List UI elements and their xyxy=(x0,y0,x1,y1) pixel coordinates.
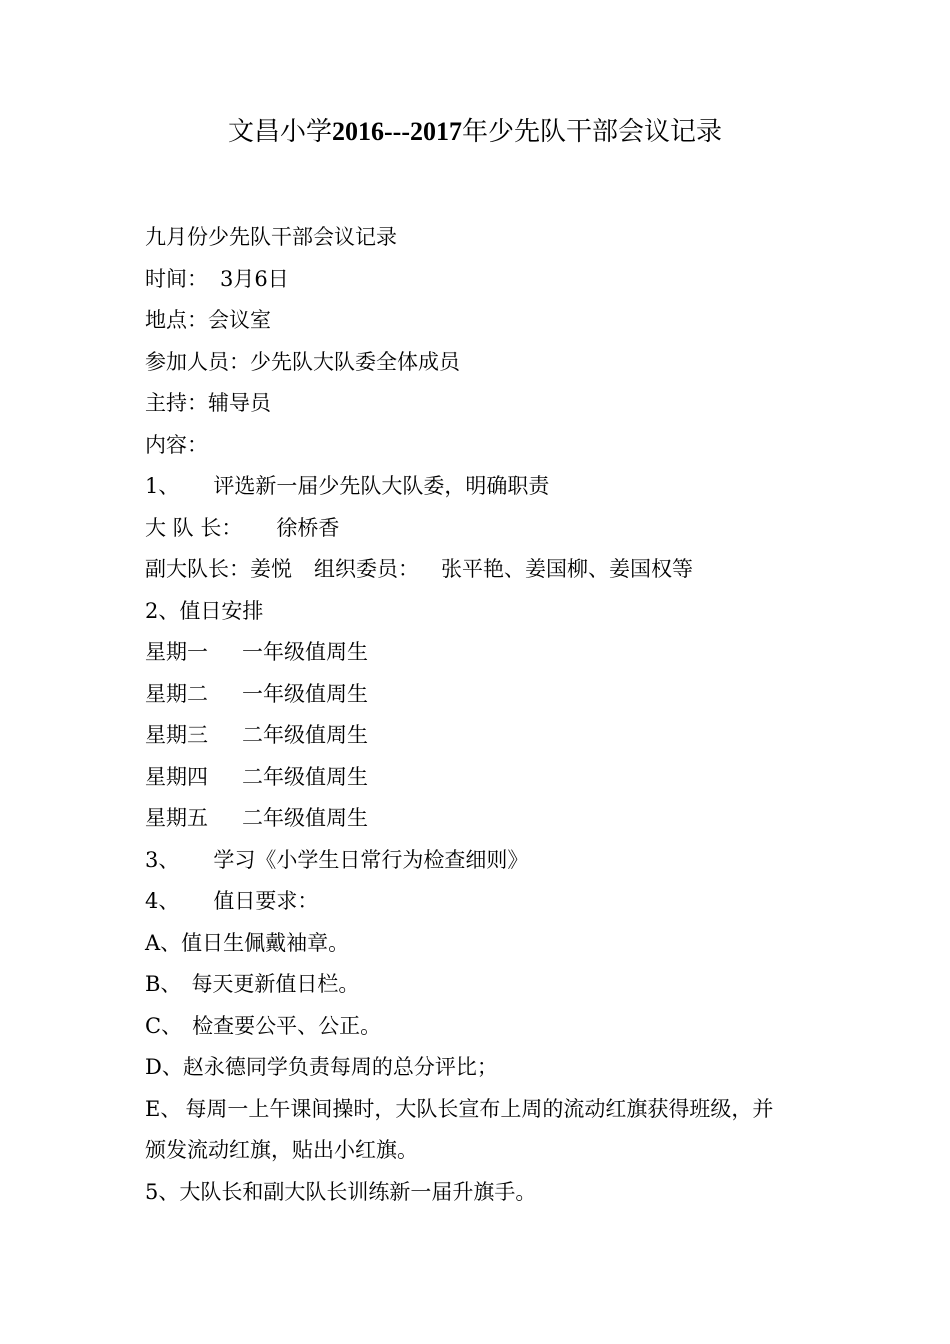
document-body xyxy=(145,217,825,1213)
schedule-day: 星期三 xyxy=(145,723,208,747)
time-value: 3月6日 xyxy=(220,266,289,291)
document-title xyxy=(0,114,950,150)
meeting-host: 主持：辅导员 xyxy=(145,391,271,415)
title-suffix: 年少先队干部会议记录 xyxy=(461,117,722,147)
captain-name: 徐桥香 xyxy=(276,515,340,540)
time-label: 时间： xyxy=(145,266,208,291)
schedule-day: 星期五 xyxy=(145,806,208,830)
vice-line xyxy=(145,549,825,591)
schedule-duty: 一年级值周生 xyxy=(242,681,368,706)
item-1-number: 1、 xyxy=(145,474,180,498)
item-5: 5、大队长和副大队长训练新一届升旗手。 xyxy=(145,1179,537,1204)
meeting-heading: 九月份少先队干部会议记录 xyxy=(145,225,397,249)
captain-line xyxy=(145,508,825,550)
meeting-place: 地点：会议室 xyxy=(145,308,271,332)
requirement-e xyxy=(145,1089,825,1131)
organizer-names: 张平艳、姜国柳、姜国权等 xyxy=(441,557,693,581)
item-3-number: 3、 xyxy=(145,847,180,872)
schedule-row xyxy=(145,715,825,757)
requirement-d: D、赵永德同学负责每周的总分评比； xyxy=(145,1055,498,1079)
schedule-day: 星期二 xyxy=(145,681,208,706)
title-prefix: 文昌小学 xyxy=(227,117,332,147)
item-1-text: 评选新一届少先队大队委，明确职责 xyxy=(213,474,550,498)
requirement-c xyxy=(145,1006,825,1048)
meeting-time xyxy=(145,259,825,301)
item-2: 2、值日安排 xyxy=(145,598,264,623)
schedule-duty: 一年级值周生 xyxy=(242,640,368,664)
requirement-b-letter: B、 xyxy=(145,972,182,996)
schedule-row xyxy=(145,632,825,674)
requirement-c-text: 检查要公平、公正。 xyxy=(192,1013,382,1038)
schedule-row xyxy=(145,674,825,716)
item-4-number: 4、 xyxy=(145,889,180,913)
requirement-a: A、值日生佩戴袖章。 xyxy=(145,930,350,955)
requirement-e-text: 每周一上午课间操时，大队长宣布上周的流动红旗获得班级，并 xyxy=(185,1096,774,1121)
schedule-day: 星期一 xyxy=(145,640,208,664)
meeting-attendees: 参加人员：少先队大队委全体成员 xyxy=(145,349,460,374)
schedule-duty: 二年级值周生 xyxy=(242,723,368,747)
item-3-text: 学习《小学生日常行为检查细则》 xyxy=(213,847,529,872)
item-3 xyxy=(145,840,825,882)
requirement-c-letter: C、 xyxy=(145,1013,183,1038)
requirement-e-continued: 颁发流动红旗，贴出小红旗。 xyxy=(145,1138,418,1162)
schedule-duty: 二年级值周生 xyxy=(242,764,368,789)
requirement-b-text: 每天更新值日栏。 xyxy=(191,972,360,996)
schedule-row xyxy=(145,757,825,799)
requirement-e-letter: E、 xyxy=(145,1096,182,1121)
item-1 xyxy=(145,466,825,508)
vice-label: 副大队长：姜悦 xyxy=(145,557,292,581)
schedule-day: 星期四 xyxy=(145,764,208,789)
item-4 xyxy=(145,881,825,923)
content-label: 内容： xyxy=(145,432,208,457)
requirement-b xyxy=(145,964,825,1006)
organizer-label: 组织委员： xyxy=(314,557,419,581)
schedule-row xyxy=(145,798,825,840)
schedule-duty: 二年级值周生 xyxy=(242,806,368,830)
captain-label: 大 队 长： xyxy=(145,515,243,540)
item-4-text: 值日要求： xyxy=(213,889,319,913)
title-years: 2016---2017 xyxy=(332,117,462,146)
